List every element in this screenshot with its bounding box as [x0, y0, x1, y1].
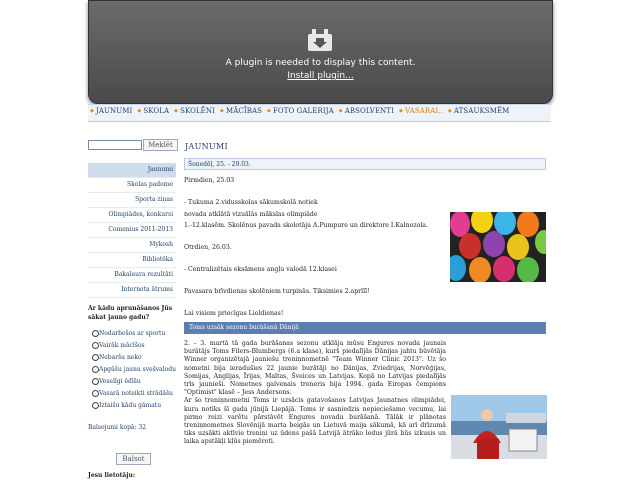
nav-item-7[interactable]: ◆ ATSAUKSMĒM — [448, 107, 510, 115]
poll-option-5[interactable]: Vasarā noteikti strādāšu — [88, 388, 178, 400]
sidebar-footer-label: Jesu lietotāju: — [88, 472, 136, 479]
nav-item-5[interactable]: ◆ ABSOLVENTI — [339, 107, 394, 115]
nav-item-6[interactable]: ◆ VASARAI.. — [399, 107, 443, 115]
article2-body — [184, 340, 446, 447]
article1-line-3: 1.-12.klasēm. Skolēnus pavada skolotāja A.Pumpure un direktore I.Kalnozola. — [184, 222, 428, 229]
page-title: JAUNUMI — [185, 142, 228, 151]
sidebar-item-3[interactable]: Olimpiādes, konkursi — [88, 208, 176, 223]
search-input[interactable] — [88, 140, 142, 150]
sidebar-item-7[interactable]: Bakalaura rezultāti — [88, 268, 176, 283]
poll-option-0[interactable]: Nodarbošos ar sportu — [88, 328, 178, 340]
article2-paragraph-2: Ar šo treniņnometni Toms ir uzsācis gatavošanos Latvijas Jaunatnes olimpiādei, kura notiks šī gada jūnijā Liepājā. Toms ir sasniedzis nepieciešamo vecumu, lai pirmo reizi varētu pārstāvēt Engures novadu burāšanā. Tālāk ir plānotas treniņnometnes Slovēnijā marta beigās un Lietuvā maija sākumā, kā arī drīzumā tiks uzsākti aktīvie treniņi uz ūdens pašā Latvijā ātrāko ledus jūrā būs izkusis un laika apstākļi kļūs piemēroti. — [184, 397, 446, 446]
day-heading-1: Pirmdien, 25.03 — [184, 177, 235, 184]
main-nav — [90, 107, 514, 115]
poll — [88, 304, 178, 431]
poll-option-4[interactable]: Veselīgi ēdīšu — [88, 376, 178, 388]
sidebar-item-6[interactable]: Bibliotēka — [88, 253, 176, 268]
sidebar-item-4[interactable]: Comenius 2011-2013 — [88, 223, 176, 238]
article2-title-bar: Toms uzsāk sezonu burāšanā Dānijā — [184, 322, 546, 334]
easter-eggs-image — [450, 212, 546, 282]
article2-paragraph-1: 2. – 3. martā tā gada burāšanas sezonu atklāja mūsu Engures novada jaunais burātājs Toms Filers-Blumbergs (6.a klase), kurš piedalījās Dānijas jahtu būvētāja Winner organizētajā jauniešu treniņnometnē "Team Winner Clinic 2013". Uz šo nometni bija ieradušies 22 jaunie burātāji no Dānijas, Zviedrijas, Norvēģijas, Somijas, Anglijas, Īrijas, Maltas, Šveices un Latvijas. Kopā no Latvijas piedalījās trīs jaunieši. Nometnes galvenais treneris bija 1994. gada Eiropas čempions "Optimist" klasē – Jess Andersons. — [184, 340, 446, 397]
poll-option-3[interactable]: Apgūšu jaunu svešvalodu — [88, 364, 178, 376]
sidebar-item-5[interactable]: Mykosh — [88, 238, 176, 253]
day-heading-2: Otrdien, 26.03. — [184, 244, 232, 251]
week-bar: Šonedēļ, 25. - 29.03. — [184, 158, 546, 170]
sidebar-item-0[interactable]: Jaunumi — [88, 163, 176, 178]
sidebar-item-2[interactable]: Sporta ziņas — [88, 193, 176, 208]
vote-button[interactable]: Balsot — [116, 453, 151, 465]
sailor-photo — [451, 395, 547, 459]
poll-option-6[interactable]: Iztaišu kādu gāmatu — [88, 400, 178, 412]
sidebar-item-1[interactable]: Skolas padome — [88, 178, 176, 193]
poll-option-1[interactable]: Vairāk mācīšos — [88, 340, 178, 352]
article1-line-1: - Tukuma 2.vidusskolas sākumskolā notiek — [184, 199, 318, 206]
article1-greeting: Lai visiem priecīgas Lieldienas! — [184, 310, 284, 317]
plugin-download-icon — [307, 28, 333, 52]
article1-holidays: Pavasara brīvdienas skolēniem turpinās. Tiksimies 2.aprīlī! — [184, 288, 370, 295]
article1-exam: - Centralizētais eksāmens angļu valodā 12.klasei — [184, 266, 337, 273]
article1-line-2: novada atklātā vizuālās mākslas olimpiāde — [184, 211, 318, 218]
poll-question: Ar kādu aprunāšanos Jūs sākat jauno gadu? — [88, 305, 173, 321]
poll-option-2[interactable]: Nebaršu neko — [88, 352, 178, 364]
nav-item-2[interactable]: ◆ SKOLĒNI — [174, 107, 215, 115]
install-plugin-link[interactable]: Install plugin... — [287, 71, 354, 81]
nav-item-1[interactable]: ◆ SKOLA — [137, 107, 169, 115]
plugin-placeholder — [88, 0, 553, 104]
nav-item-4[interactable]: ◆ FOTO GALERIJA — [267, 107, 334, 115]
plugin-message: A plugin is needed to display this content. — [225, 58, 416, 68]
sidebar-menu — [88, 163, 176, 298]
nav-item-0[interactable]: ◆ JAUNUMI — [90, 107, 132, 115]
poll-total: Balsojumi kopā: 32 — [88, 424, 147, 431]
nav-item-3[interactable]: ◆ MĀCĪBAS — [220, 107, 262, 115]
sidebar-item-8[interactable]: Interneta ātrums — [88, 283, 176, 298]
search-button[interactable]: Meklēt — [143, 139, 178, 151]
